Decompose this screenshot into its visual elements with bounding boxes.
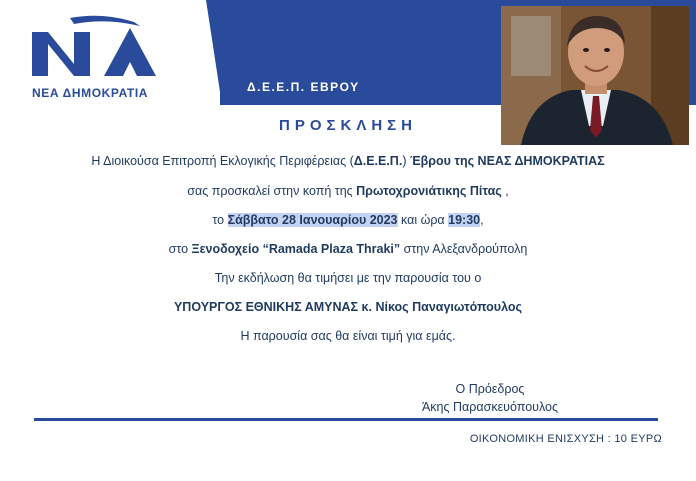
footer-divider [34,418,658,421]
invitation-line-1 [0,154,696,168]
invitation-title: ΠΡΟΣΚΛΗΣΗ [278,117,417,134]
line2-prefix: σας προσκαλεί στην κοπή της [187,184,357,198]
contribution-note: ΟΙΚΟΝΟΜΙΚΗ ΕΝΙΣΧΥΣΗ : 10 ΕΥΡΩ [469,433,662,445]
invitation-line-4 [0,242,696,256]
line3-prefix: το [212,213,228,227]
line2-suffix: , [501,184,509,198]
org-subtitle: Δ.Ε.Ε.Π. ΕΒΡΟΥ [247,80,360,94]
guest-of-honor: ΥΠΟΥΡΓΟΣ ΕΘΝΙΚΗΣ ΑΜΥΝΑΣ κ. Νίκος Παναγιωτόπουλος [173,300,523,314]
line1-deep: Δ.Ε.Ε.Π. [353,154,403,168]
line3-suffix: , [480,213,484,227]
signature-name: Άκης Παρασκευόπουλος [421,400,559,414]
line3-mid: και ώρα [397,213,449,227]
line4-prefix: στο [168,242,192,256]
line2-event: Πρωτοχρονιάτικης Πίτας [356,184,502,198]
line1-evros-nd: Έβρου της ΝΕΑΣ ΔΗΜΟΚΡΑΤΙΑΣ [409,154,605,168]
signature-role: Ο Πρόεδρος [455,382,525,396]
line1-mid: ) [402,154,410,168]
invitation-line-5: Την εκδήλωση θα τιμήσει με την παρουσία του ο [214,271,482,285]
event-date: Σάββατο 28 Ιανουαρίου 2023 [227,213,398,227]
invitation-line-3 [0,213,696,227]
line1-prefix: Η Διοικούσα Επιτροπή Εκλογικής Περιφέρειας ( [91,154,354,168]
invitation-line-7: Η παρουσία σας θα είναι τιμή για εμάς. [240,329,456,343]
logo-caption: ΝΕΑ ΔΗΜΟΚΡΑΤΙΑ [32,86,149,100]
event-time: 19:30 [448,213,481,227]
invitation-line-2 [0,184,696,198]
event-venue: Ξενοδοχείο “Ramada Plaza Thraki” [191,242,401,256]
line4-suffix: στην Αλεξανδρούπολη [400,242,528,256]
